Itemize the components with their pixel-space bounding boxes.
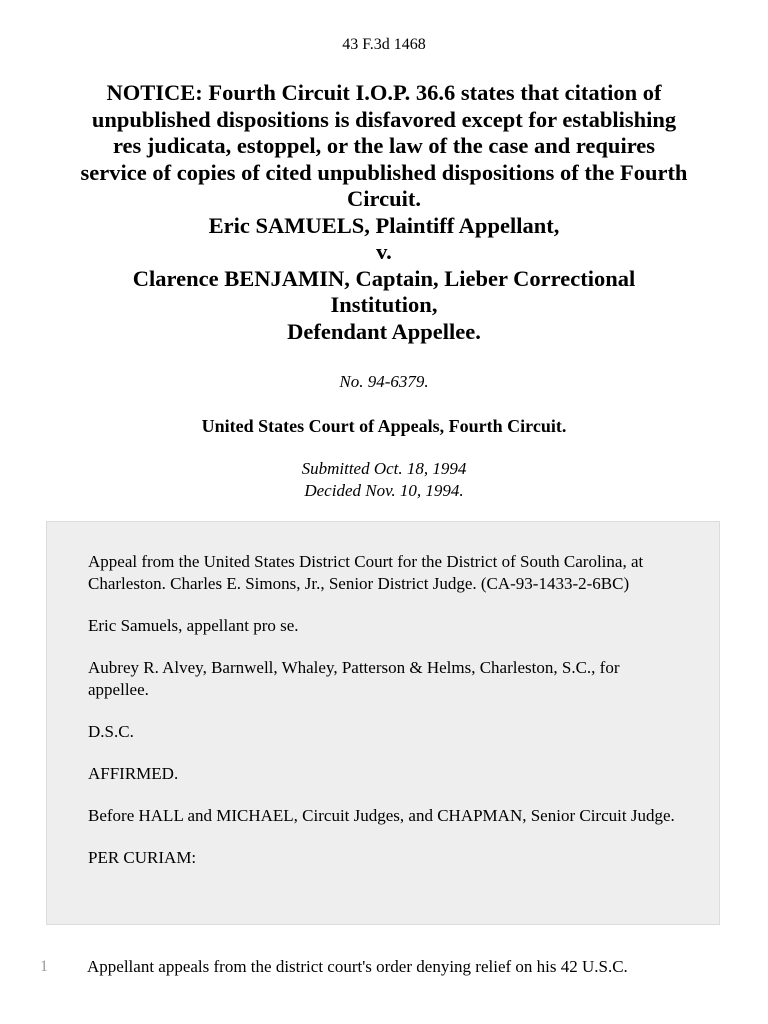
caption-line: Institution, [330, 292, 438, 317]
caption-line: Eric SAMUELS, Plaintiff Appellant, [208, 212, 560, 238]
appellee-counsel: Aubrey R. Alvey, Barnwell, Whaley, Patterson & Helms, Charleston, S.C., for appellee. [88, 658, 620, 699]
decided-date: Decided Nov. 10, 1994. [304, 481, 464, 500]
caption-line: NOTICE: Fourth Circuit I.O.P. 36.6 states that citation of [106, 80, 662, 105]
submitted-date: Submitted Oct. 18, 1994 [301, 459, 467, 478]
caption-line: Defendant Appellee. [287, 318, 481, 344]
case-caption [40, 80, 728, 345]
case-dates [0, 458, 768, 502]
case-summary-box [46, 521, 720, 925]
caption-line: service of copies of cited unpublished dispositions of the Fourth [80, 159, 688, 185]
docket-number: No. 94-6379. [339, 372, 429, 391]
court-name: United States Court of Appeals, Fourth Circuit. [201, 416, 567, 436]
appeal-from-text: Appeal from the United States District Court for the District of South Carolina, at Charleston. Charles E. Simons, Jr., Senior District Judge. (CA-93-1433-2-6BC) [88, 552, 644, 593]
caption-line: res judicata, estoppel, or the law of the case and requires [112, 133, 656, 158]
caption-line: unpublished dispositions is disfavored except for establishing [91, 106, 677, 132]
district-abbrev: D.S.C. [88, 722, 134, 741]
panel-judges: Before HALL and MICHAEL, Circuit Judges, and CHAPMAN, Senior Circuit Judge. [88, 806, 675, 825]
appellant-counsel: Eric Samuels, appellant pro se. [88, 616, 299, 635]
disposition: AFFIRMED. [88, 764, 179, 783]
case-citation: 43 F.3d 1468 [342, 36, 426, 53]
caption-line: Circuit. [347, 186, 421, 211]
caption-line: Clarence BENJAMIN, Captain, Lieber Correctional [132, 265, 636, 291]
paragraph-number: 1 [40, 958, 48, 975]
opinion-author: PER CURIAM: [88, 848, 197, 867]
paragraph-text: Appellant appeals from the district court's order denying relief on his 42 U.S.C. [87, 957, 628, 976]
caption-line: v. [376, 239, 392, 264]
